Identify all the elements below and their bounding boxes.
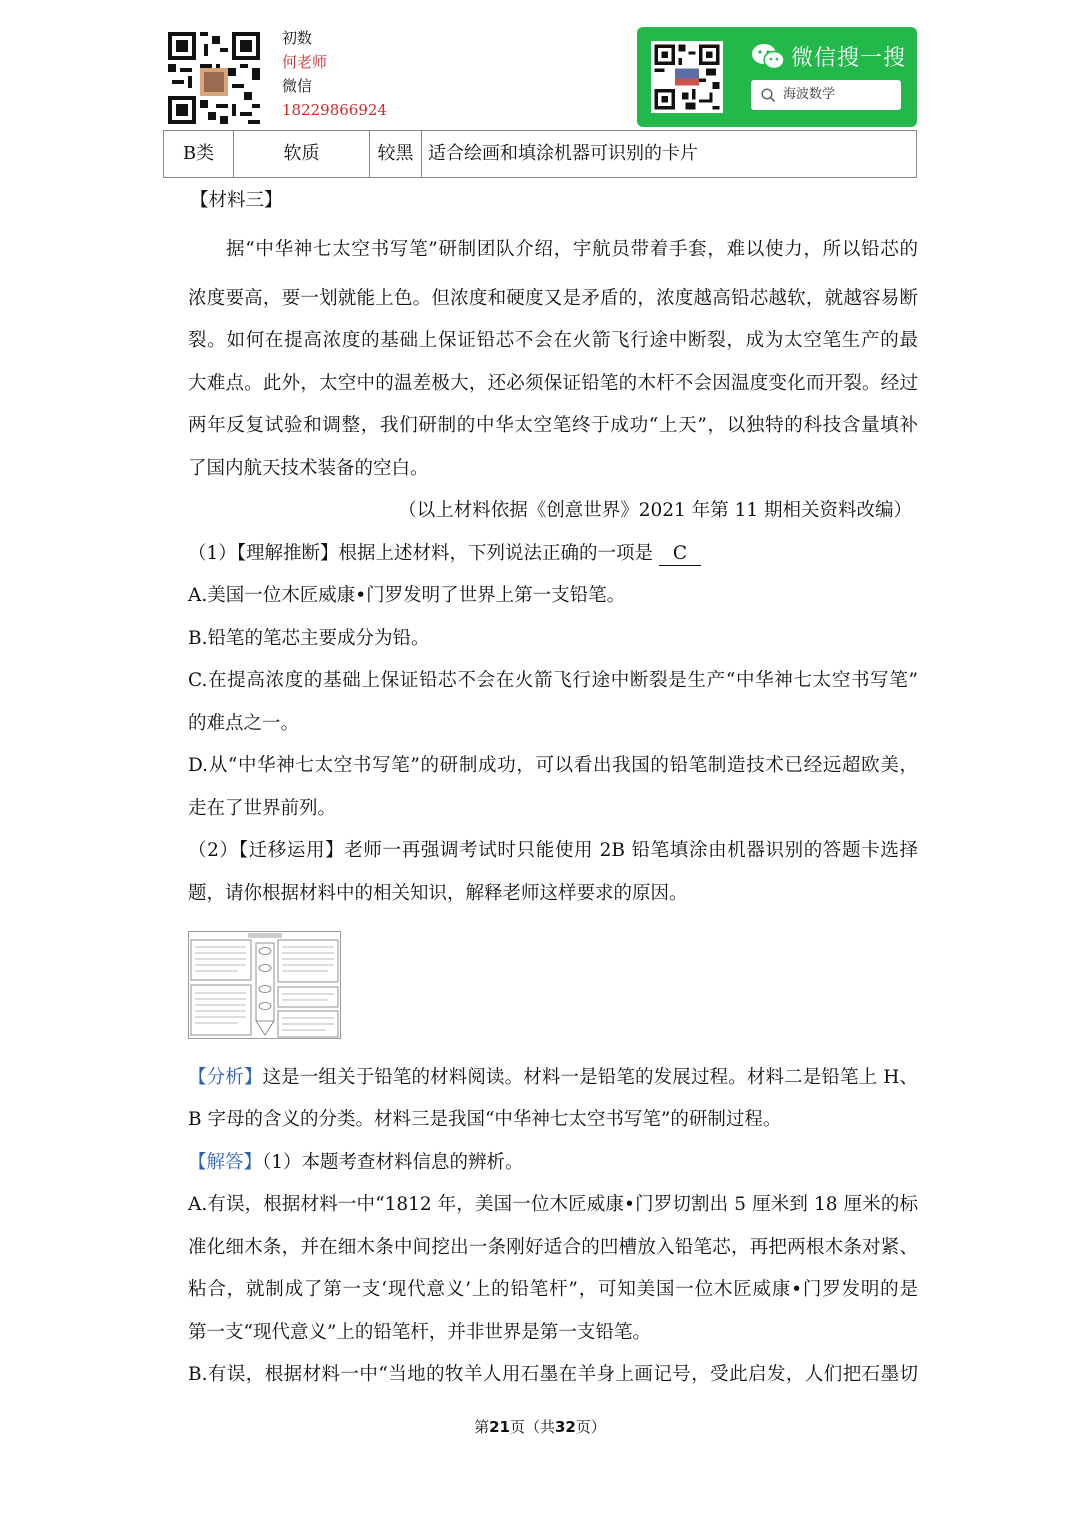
material-three-line: 据“中华神七太空书写笔”研制团队介绍，宇航员带着手套，难以使力，所以铅芯的 — [226, 239, 918, 260]
table-cell: 较黑 — [370, 131, 422, 177]
contact-line: 微信 — [282, 77, 313, 95]
option-b: B.铅笔的笔芯主要成分为铅。 — [188, 628, 430, 649]
question-2-line: 题，请你根据材料中的相关知识，解释老师这样要求的原因。 — [188, 883, 688, 904]
analysis-line: B 字母的含义的分类。材料三是我国“中华神七太空书写笔”的研制过程。 — [188, 1109, 782, 1130]
material-source: （以上材料依据《创意世界》2021 年第 11 期相关资料改编） — [398, 500, 912, 521]
material-three-heading: 【材料三】 — [190, 190, 283, 211]
pencil-history-diagram — [188, 931, 341, 1039]
option-d: D.从“中华神七太空书写笔”的研制成功，可以看出我国的铅笔制造技术已经远超欧美， — [188, 755, 918, 776]
solution-intro: （1）本题考查材料信息的辨析。 — [262, 1152, 524, 1173]
analysis-text: 这是一组关于铅笔的材料阅读。材料一是铅笔的发展过程。材料二是铅笔上 H、 — [262, 1067, 918, 1088]
option-d-cont: 走在了世界前列。 — [188, 798, 337, 819]
question-2-line: （2）【迁移运用】老师一再强调考试时只能使用 2B 铅笔填涂由机器识别的答题卡选择 — [188, 840, 918, 861]
question-1-text: （1）【理解推断】根据上述材料，下列说法正确的一项是 — [188, 543, 654, 564]
contact-line: 初数 — [282, 29, 313, 47]
solution-line: 第一支“现代意义”上的铅笔杆，并非世界是第一支铅笔。 — [188, 1322, 651, 1343]
footer-text: 第 — [474, 1418, 490, 1436]
solution-line: 粘合，就制成了第一支‘现代意义’上的铅笔杆”，可知美国一位木匠威康•门罗发明的是 — [188, 1279, 918, 1300]
option-c-cont: 的难点之一。 — [188, 713, 300, 734]
teacher-contact — [282, 26, 387, 122]
wechat-logo-icon — [751, 43, 785, 71]
material-three-line: 了国内航天技术装备的空白。 — [188, 458, 429, 479]
question-1-stem — [188, 533, 918, 575]
solution-line — [188, 1142, 918, 1184]
analysis-label: 【分析】 — [188, 1067, 263, 1088]
material-three-line: 浓度要高，要一划就能上色。但浓度和硬度又是矛盾的，浓度越高铅芯越软，就越容易断 — [188, 288, 918, 309]
analysis-line — [188, 1057, 918, 1099]
current-page-number: 21 — [489, 1418, 510, 1436]
option-c: C.在提高浓度的基础上保证铅芯不会在火箭飞行途中断裂是生产“中华神七太空书写笔” — [188, 670, 918, 691]
wechat-search-banner[interactable] — [637, 27, 917, 127]
material-three-line: 两年反复试验和调整，我们研制的中华太空笔终于成功“上天”，以独特的科技含量填补 — [188, 415, 918, 436]
footer-text: 页（共 — [509, 1418, 555, 1436]
solution-line: 准化细木条，并在细木条中间挖出一条刚好适合的凹槽放入铅笔芯，再把两根木条对紧、 — [188, 1237, 918, 1258]
table-cell: B类 — [164, 131, 234, 177]
table-cell: 适合绘画和填涂机器可识别的卡片 — [428, 143, 698, 164]
solution-line: A.有误，根据材料一中“1812 年，美国一位木匠威康•门罗切割出 5 厘米到 18 厘米的标 — [188, 1194, 918, 1215]
wechat-search-box[interactable] — [751, 80, 901, 110]
solution-label: 【解答】 — [188, 1152, 263, 1173]
wechat-search-query: 海波数学 — [783, 87, 836, 102]
question-1-answer: C — [659, 543, 701, 566]
total-page-number: 32 — [555, 1418, 576, 1436]
option-a: A.美国一位木匠威康•门罗发明了世界上第一支铅笔。 — [188, 585, 626, 606]
page-footer — [0, 1416, 1080, 1437]
solution-line: B.有误，根据材料一中“当地的牧羊人用石墨在羊身上画记号，受此启发，人们把石墨切 — [188, 1364, 918, 1385]
footer-text: 页） — [575, 1418, 606, 1436]
qr-code-image — [168, 32, 260, 124]
search-icon — [761, 88, 776, 103]
wechat-qr-code-image — [651, 41, 723, 113]
contact-phone: 18229866924 — [282, 101, 387, 119]
material-three-line: 裂。如何在提高浓度的基础上保证铅芯不会在火箭飞行途中断裂，成为太空笔生产的最 — [188, 330, 918, 351]
pencil-type-table-row — [163, 130, 917, 178]
material-three-line: 大难点。此外，太空中的温差极大，还必须保证铅笔的木杆不会因温度变化而开裂。经过 — [188, 373, 918, 394]
contact-teacher-name: 何老师 — [282, 53, 328, 71]
table-cell: 软质 — [234, 131, 370, 177]
wechat-search-title: 微信搜一搜 — [791, 46, 907, 71]
